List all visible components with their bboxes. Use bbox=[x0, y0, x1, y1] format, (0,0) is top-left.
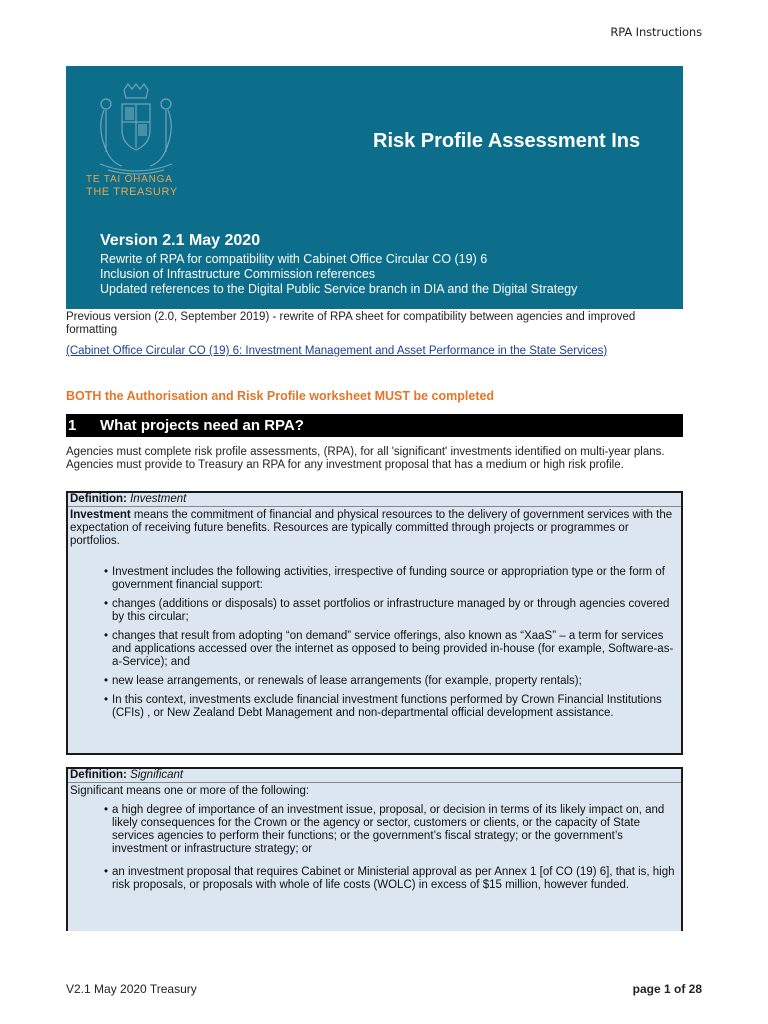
definition-significant-box bbox=[66, 767, 683, 931]
definition-lead-term: Investment bbox=[70, 509, 131, 521]
version-notes bbox=[100, 252, 577, 297]
version-note: Rewrite of RPA for compatibility with Cabinet Office Circular CO (19) 6 bbox=[100, 252, 488, 266]
section-number: 1 bbox=[68, 417, 77, 434]
definition-lead-text: means the commitment of financial and physical resources to the delivery of government services with the expectation of receiving future benefits. Resources are typically committed through projects or programmes or portfolios. bbox=[70, 509, 673, 547]
definition-title bbox=[68, 493, 681, 507]
version-note: Inclusion of Infrastructure Commission references bbox=[100, 267, 376, 281]
list-item: • changes (additions or disposals) to asset portfolios or infrastructure managed by or through agencies covered by this circular; bbox=[104, 598, 679, 624]
definition-investment-box bbox=[66, 491, 683, 755]
document-title: Risk Profile Assessment Ins bbox=[373, 130, 641, 152]
footer-version: V2.1 May 2020 Treasury bbox=[66, 982, 197, 996]
list-item: • In this context, investments exclude financial investment functions performed by Crown Financial Institutions (CFIs) , or New Zealand Debt Management and non-departmental official development assistance. bbox=[104, 694, 679, 720]
org-name-english: THE TREASURY bbox=[86, 186, 178, 198]
section-1-intro: Agencies must complete risk profile assessments, (RPA), for all 'significant' investments identified on multi-year plans. Agencies must provide to Treasury an RPA for any investment proposal that has a medium or high risk profile. bbox=[66, 446, 665, 471]
definition-term: Significant bbox=[130, 769, 184, 781]
org-name-maori: TE TAI ŌHANGA bbox=[86, 174, 173, 185]
page-number: page 1 of 28 bbox=[632, 982, 702, 996]
list-item: • changes that result from adopting “on demand” service offerings, also known as “XaaS” – a term for services and applications accessed over the internet as opposed to being provided in-house (for example, Software-as-a-Service); and bbox=[104, 630, 679, 669]
definition-lead bbox=[68, 507, 681, 548]
investment-bullets bbox=[68, 566, 681, 720]
list-item: • a high degree of importance of an investment issue, proposal, or decision in terms of its likely impact on, and likely consequences for the Crown or the agency or sector, customers or clients, or the capacity of State services agencies to perform their functions; or the government’s fiscal strategy; or the government’s investment or infrastructure strategy; or bbox=[104, 804, 679, 856]
definition-label: Definition: bbox=[70, 769, 127, 781]
version-note: Updated references to the Digital Public Service branch in DIA and the Digital Strategy bbox=[100, 282, 578, 296]
list-item: • an investment proposal that requires Cabinet or Ministerial approval as per Annex 1 [of CO (19) 6], that is, high risk proposals, or proposals with whole of life costs (WOLC) in excess of $15 million, however funded. bbox=[104, 866, 679, 892]
definition-term: Investment bbox=[130, 493, 187, 505]
completion-warning: BOTH the Authorisation and Risk Profile worksheet MUST be completed bbox=[66, 389, 495, 403]
definition-label: Definition: bbox=[70, 493, 127, 505]
previous-version-note: Previous version (2.0, September 2019) - rewrite of RPA sheet for compatibility between agencies and improved formatting bbox=[66, 311, 636, 336]
section-title: What projects need an RPA? bbox=[100, 417, 304, 434]
cabinet-circular-link[interactable]: (Cabinet Office Circular CO (19) 6: Investment Management and Asset Performance in the State Services) bbox=[66, 345, 608, 357]
title-banner bbox=[66, 66, 683, 309]
version-heading: Version 2.1 May 2020 bbox=[100, 232, 261, 249]
definition-intro: Significant means one or more of the following: bbox=[70, 785, 310, 797]
section-1-header bbox=[66, 414, 683, 437]
list-item: • new lease arrangements, or renewals of lease arrangements (for example, property rentals); bbox=[104, 675, 679, 688]
list-item: • Investment includes the following activities, irrespective of funding source or appropriation type or the form of government financial support: bbox=[104, 566, 679, 592]
significant-bullets bbox=[68, 804, 681, 892]
running-header: RPA Instructions bbox=[610, 25, 702, 39]
definition-title bbox=[68, 769, 681, 783]
